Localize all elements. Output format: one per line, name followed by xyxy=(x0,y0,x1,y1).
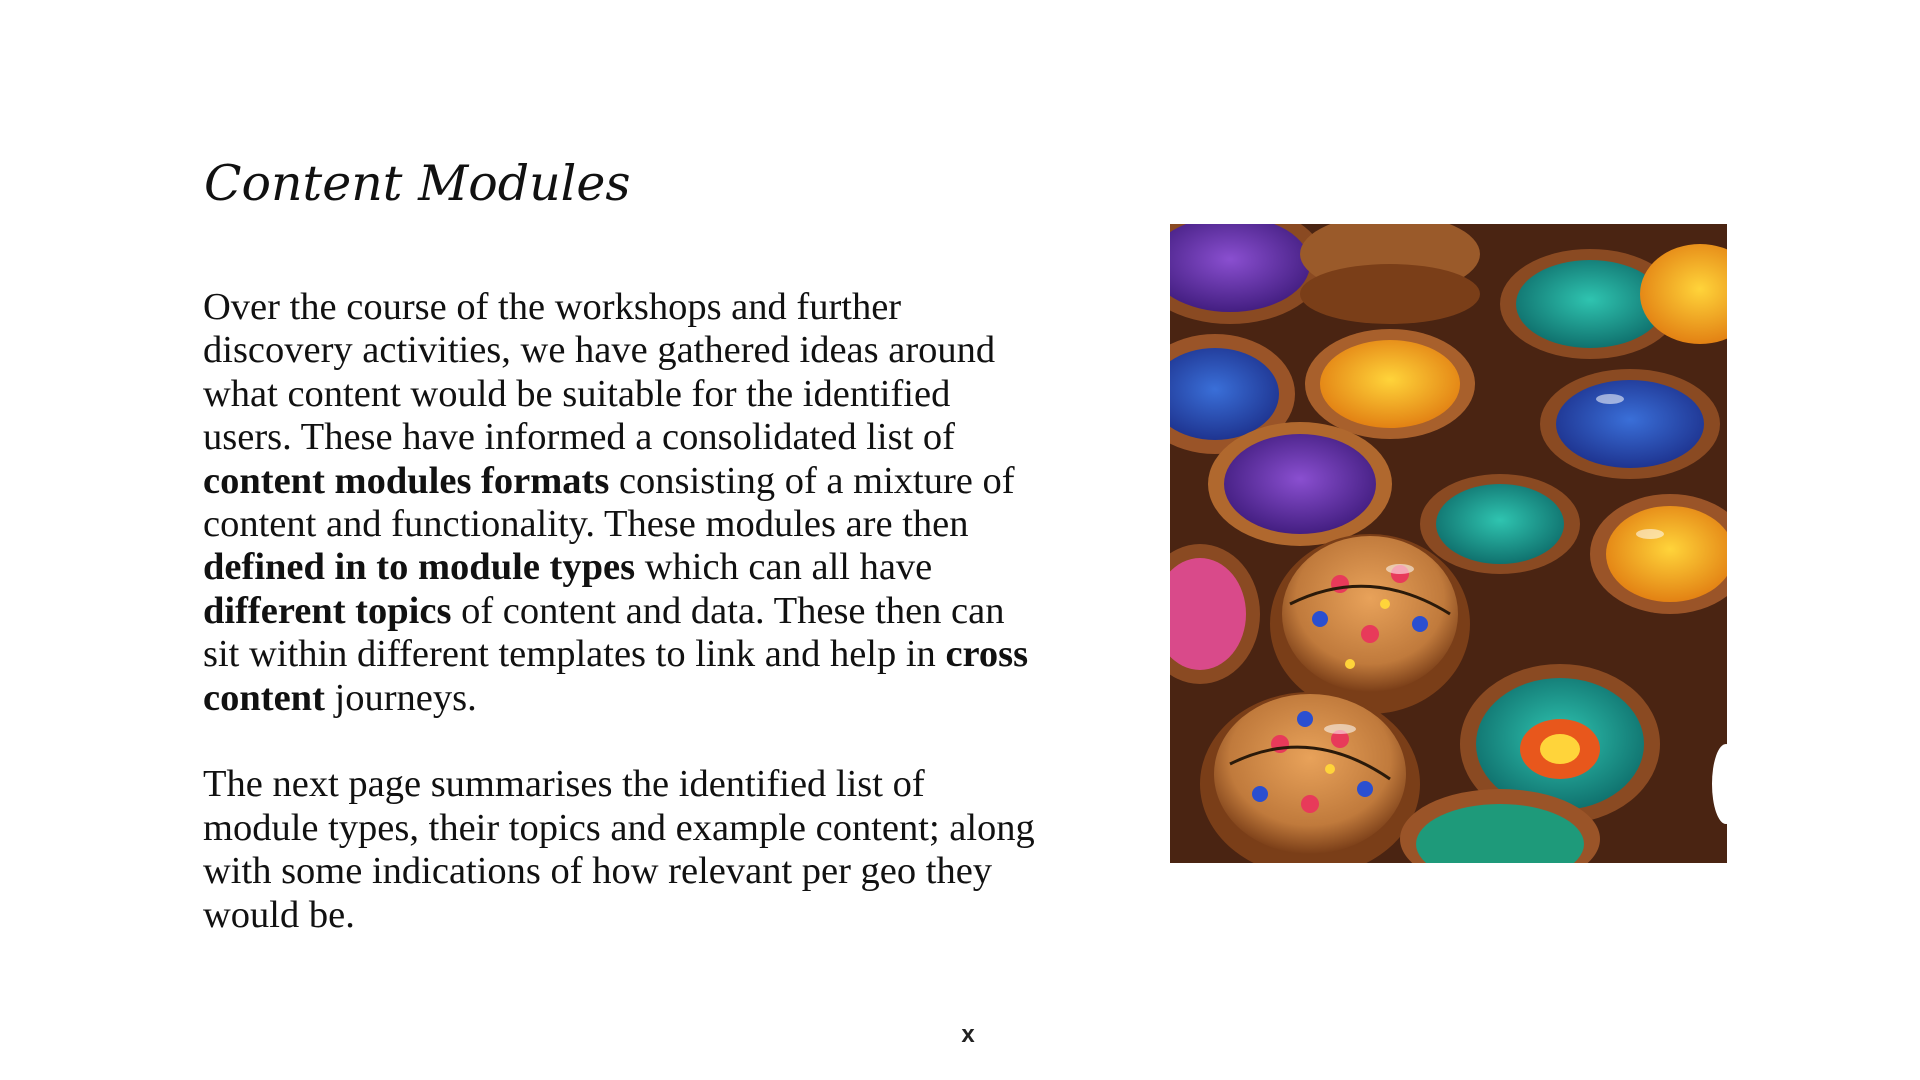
text-run: Over the course of the workshops and further discovery activities, we have gathered ideas around what content would be suitable for the identified users. These have informed a consolidated list of xyxy=(203,286,996,459)
body-text xyxy=(203,286,1043,937)
page-marker: x xyxy=(961,1021,975,1048)
text-run: journeys. xyxy=(324,676,477,719)
paragraph-intro xyxy=(203,286,1043,720)
emphasis-different-topics: different topics xyxy=(203,589,452,632)
text-run: which can all have xyxy=(635,546,933,589)
paragraph-summary: The next page summarises the identified list of module types, their topics and example content; along with some indications of how relevant per geo they would be. xyxy=(203,763,1035,936)
painted-bowls-photo xyxy=(1170,224,1727,863)
emphasis-cross-content: cross content xyxy=(203,633,1029,719)
text-run: of content and data. These then can sit within different templates to link and help in xyxy=(203,589,1005,676)
slide-title: Content Modules xyxy=(204,155,631,212)
text-run: consisting of a mixture of content and functionality. These modules are then xyxy=(203,459,1015,546)
emphasis-module-types: defined in to module types xyxy=(203,546,636,589)
emphasis-content-modules-formats: content modules formats xyxy=(203,459,610,502)
